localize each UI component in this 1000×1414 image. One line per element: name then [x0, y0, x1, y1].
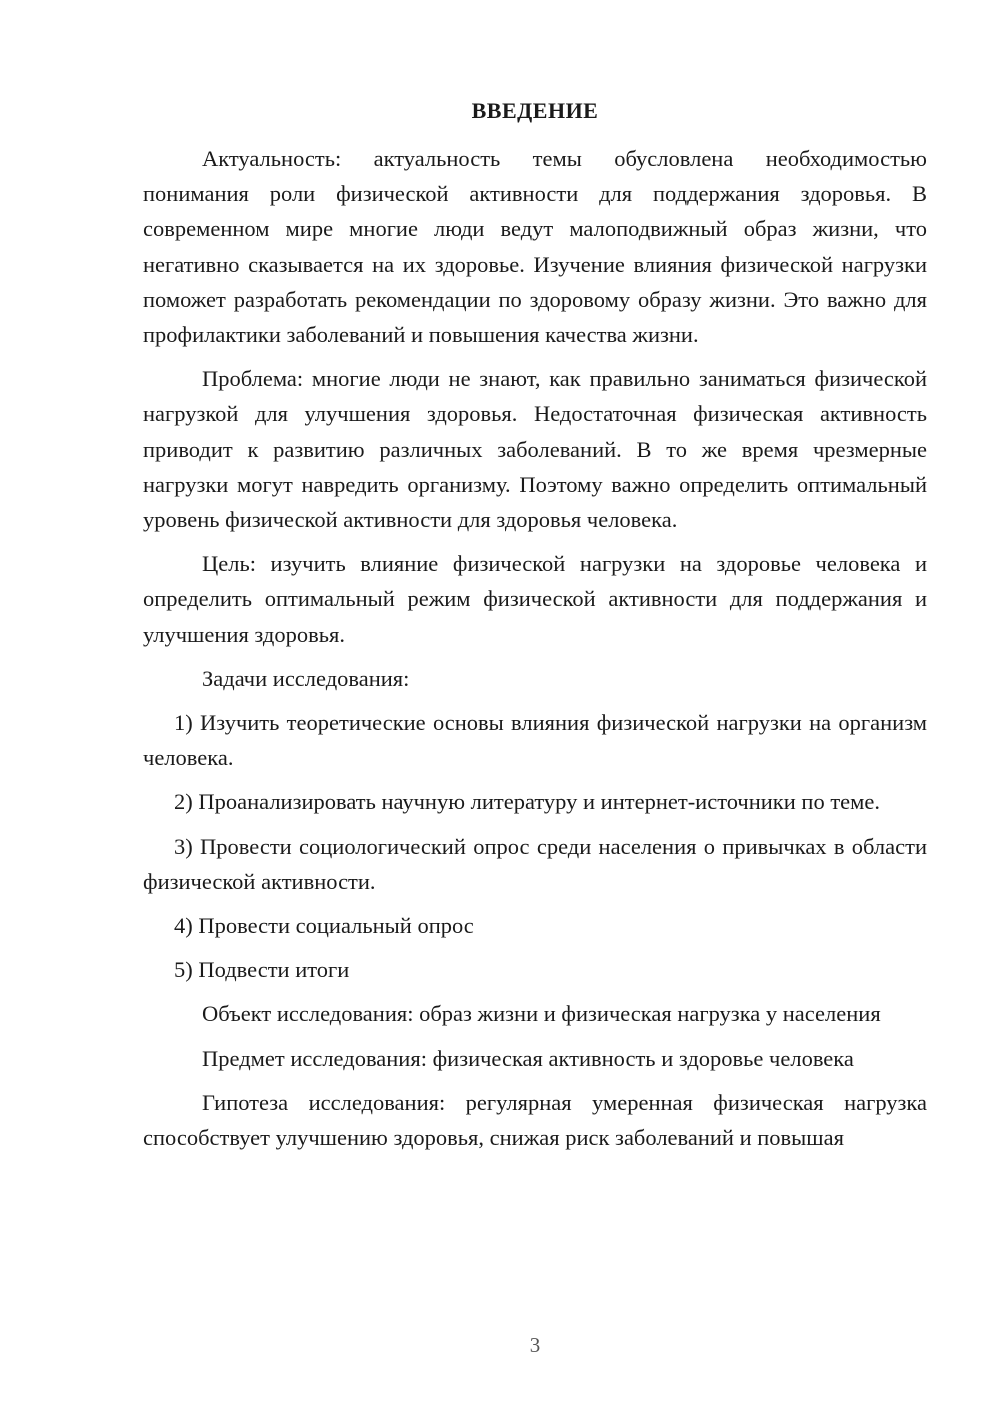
list-item-task-4: 4) Провести социальный опрос	[174, 913, 474, 939]
list-item-task-5: 5) Подвести итоги	[174, 957, 350, 983]
paragraph-relevance: Актуальность: актуальность темы обусловлена необходимостью понимания роли физической активности для поддержания здоровья. В современном мире многие люди ведут малоподвижный образ жизни, что негативно сказывается на их здоровье. Изучение влияния физической нагрузки поможет разработать рекомендации по здоровому образу жизни. Это важно для профилактики заболеваний и повышения качества жизни.	[143, 146, 927, 348]
paragraph-hypothesis: Гипотеза исследования: регулярная умеренная физическая нагрузка способствует улучшению здоровья, снижая риск заболеваний и повышая	[143, 1089, 927, 1151]
list-item-task-2: 2) Проанализировать научную литературу и интернет-источники по теме.	[174, 789, 880, 815]
page-number: 3	[529, 1333, 541, 1357]
paragraph-object: Объект исследования: образ жизни и физическая нагрузка у населения	[202, 1001, 881, 1027]
paragraph-tasks-heading: Задачи исследования:	[202, 665, 410, 691]
paragraph-goal: Цель: изучить влияние физической нагрузки на здоровье человека и определить оптимальный режим физической активности для поддержания и улучшения здоровья.	[143, 551, 927, 647]
paragraph-problem: Проблема: многие люди не знают, как правильно заниматься физической нагрузкой для улучшения здоровья. Недостаточная физическая активность приводит к развитию различных заболеваний. В то же время чрезмерные нагрузки могут навредить организму. Поэтому важно определить оптимальный уровень физической активности для здоровья человека.	[143, 366, 927, 533]
document-page	[143, 0, 927, 1414]
section-title: ВВЕДЕНИЕ	[471, 98, 599, 123]
list-item-task-3: 3) Провести социологический опрос среди населения о привычках в области физической активности.	[143, 833, 927, 894]
paragraph-subject: Предмет исследования: физическая активность и здоровье человека	[202, 1045, 854, 1071]
body-text	[143, 141, 927, 1164]
list-item-task-1: 1) Изучить теоретические основы влияния физической нагрузки на организм человека.	[143, 710, 927, 771]
